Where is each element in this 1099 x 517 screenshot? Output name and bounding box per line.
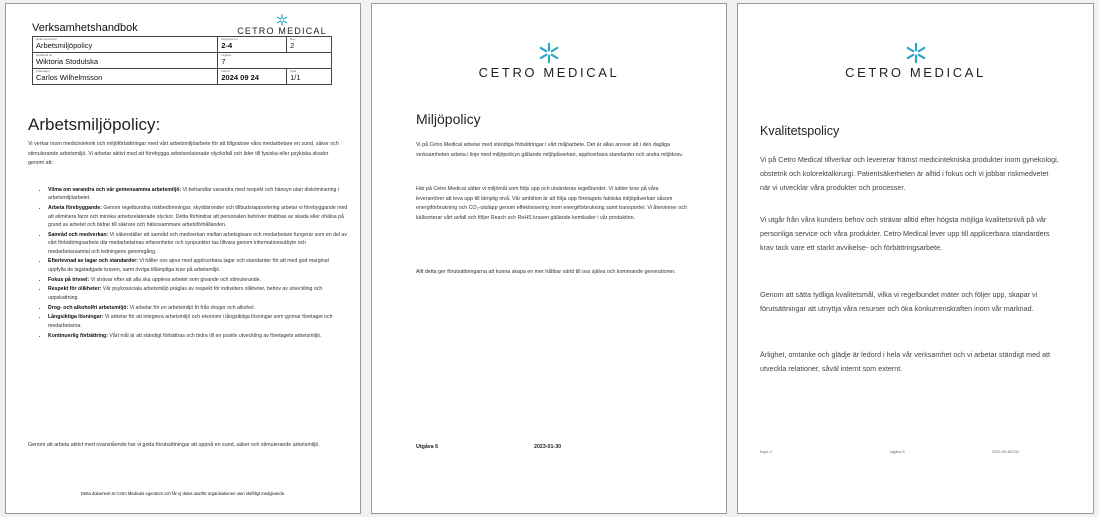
- meta-document-name: Arbetsmiljöpolicy: [36, 41, 93, 50]
- bullet-text: Vi arbetar för att integrera arbetsmiljö och ekonomi i långsiktiga lösningar som gynnar företaget och medarbetarna.: [48, 314, 333, 329]
- bullet-text: Vi arbetar för en arbetsmiljö fri från droger och alkohol.: [128, 304, 255, 311]
- meta-approved-by: Wiktoria Stodulska: [36, 57, 99, 66]
- list-item: [48, 257, 348, 274]
- policy-paragraph: Allt detta ger förutsättningarna att kunna skapa en mer hållbar värld till oss själva och kommande generationer.: [416, 269, 676, 275]
- company-logo: [372, 42, 726, 80]
- document-meta-table: [32, 36, 332, 85]
- policy-paragraph: Här på Cetro Medical sätter vi miljömål som följs upp och utvärderas regelbundet. Vi sätter krav på våra leverantörer att leva upp till lämplig nivå. Vår ambition är att följa upp företagets faktiska miljöpåverkan såsom energiförbrukning och CO₂-utsläpp genom effektivisering inom energiförbrukning samt transporter. Vi återvinner och källsorterar vårt avfall och följer Reach och RoHS kraven gällande kemikalier i vår produktion.: [416, 186, 687, 221]
- footer-edition: Utgåva 6: [416, 444, 439, 450]
- meta-edition: 7: [221, 57, 226, 66]
- policy-paragraph: Genom att sätta tydliga kvalitetsmål, vilka vi regelbundet mäter och följer upp, skapar vi förutsättningar att utnyttja våra resurser och öka konkurrenskraften inom vår marknad.: [760, 290, 1038, 313]
- meta-revision: 2: [290, 41, 295, 50]
- bullet-text: Vi strävar efter att alla ska uppleva arbetet som givande och stimulerande.: [89, 276, 261, 283]
- list-item: [48, 313, 348, 330]
- logo-wordmark: CETRO MEDICAL: [845, 65, 986, 80]
- logo-wordmark: CETRO MEDICAL: [478, 65, 620, 80]
- meta-caption: Dokumentnr: [221, 37, 238, 41]
- company-logo: [738, 42, 1093, 80]
- bullet-text: Vårt mål är att ständigt förbättras och bidra till en positiv utveckling av företagets arbetsmiljö.: [107, 332, 322, 339]
- handbook-title: Verksamhetshandbok: [32, 22, 138, 34]
- policy-outro: Genom att arbeta aktivt med ovanstående har vi goda förutsättningar att uppnå en sund, säker och stimulerande arbetsmiljö.: [28, 442, 320, 448]
- meta-page: 1/1: [290, 73, 301, 82]
- bullet-lead: Vilma om varandra och vår gemensamma arbetsmiljö:: [48, 187, 182, 193]
- page-footer: Detta dokument är Cetro Medicals egendom och får ej delas utanför organisationen utan skriftligt medgivande.: [80, 491, 286, 496]
- bullet-text: Vår psykosociala arbetsmiljö präglas av respekt för individers olikheter, behov av utveckling och uppskattning.: [48, 286, 323, 301]
- bullet-lead: Kontinuerlig förbättring:: [48, 332, 108, 339]
- bullet-lead: Drog- och alkoholfri arbetsmiljö:: [48, 304, 129, 311]
- policy-paragraph: Vi på Cetro Medical arbetar med ständiga förbättringar i vårt miljöarbete. Det är allas ansvar att i den dagliga verksamheten arbeta i linje med miljöpolicyn gällande miljöpåverkan, applicerbara standarder och andra miljökrav.: [416, 142, 683, 158]
- bullet-lead: Respekt för olikheter:: [48, 286, 102, 293]
- policy-paragraph: Vi på Cetro Medical tillverkar och levererar främst medicintekniska produkter inom gynekologi, obstetrik och kolorektalkirurgi. Patientsäkerheten är alltid i fokus och vi jobbar riskmedvetet när vi utvecklar våra produkter och processer.: [760, 155, 1059, 192]
- policy-bullet-list: [38, 186, 348, 341]
- bullet-text: Vi håller oss ajour med applicerbara lagar och standarder för att med god marginal uppfylla de lagstadgade kraven, samt övriga tillämpliga krav på arbetsmiljö.: [48, 258, 329, 273]
- meta-caption: Rev: [290, 37, 296, 41]
- list-item: [48, 276, 348, 284]
- logo-mark-icon: [276, 14, 288, 26]
- list-item: [48, 304, 348, 312]
- policy-paragraph: Ärlighet, omtanke och glädje är ledord i hela vår verksamhet och vi arbetar ständigt med att utveckla relationer, såväl internt som externt.: [760, 350, 1051, 373]
- meta-date: 2024 09 24: [221, 73, 259, 82]
- footer-edition: utgåva 8: [890, 450, 905, 454]
- logo-mark-icon: [538, 42, 560, 64]
- bullet-lead: Efterlevnad av lagar och standarder:: [48, 258, 138, 265]
- bullet-text: Genom regelbundna riskbedömningar, skyddsronder och tillbudsrapportering arbetar vi förebyggande med att eliminera faror och minska arbetsrelaterade olyckor. Detta förhindrar att personalen behöver drabbas av skada eller ohälsa på grund av arbetet och bidrar till säkrare och hälsosammare arbetsförhållanden.: [48, 205, 348, 229]
- meta-caption: Godkänd av: [36, 53, 53, 57]
- list-item: [48, 186, 348, 203]
- list-item: [48, 332, 348, 340]
- page-arbetsmiljopolicy: [5, 3, 361, 514]
- policy-paragraph: Vi utgår från våra kunders behov och strävar alltid efter högsta möjliga kvalitetsnivå på vår personliga service och våra produkter. Cetro Medical lever upp till applicerbara standarders krav tack vare ett starkt avvikelse- och förbättringsarbete.: [760, 215, 1050, 252]
- list-item: [48, 285, 348, 302]
- page-miljopolicy: [371, 3, 727, 514]
- bullet-lead: Arbeta förebyggande:: [48, 205, 102, 212]
- bullet-text: Vi säkerställer att samråd och medverkan mellan arbetsgivare och medarbetare fungerar som en del av vårt förbättringsarbete där medarbetarnas erfarenheter och synpunkter tas tillvara genom informationsutbyte och medarbetarsamtal och ledningens genomgång.: [48, 231, 347, 255]
- list-item: [48, 204, 348, 229]
- meta-document-number: 2-4: [221, 41, 233, 50]
- bullet-lead: Samråd och medverkan:: [48, 231, 109, 238]
- policy-title: Miljöpolicy: [416, 111, 481, 127]
- company-logo: [232, 14, 332, 36]
- meta-caption: Framtaget: [36, 69, 50, 73]
- bullet-lead: Långsiktiga lösningar:: [48, 314, 104, 321]
- list-item: [48, 231, 348, 256]
- meta-author: Carlos Wilhelmsson: [36, 73, 103, 82]
- policy-title: Arbetsmiljöpolicy:: [28, 115, 161, 134]
- page-kvalitetspolicy: [737, 3, 1094, 514]
- meta-caption: Utgåva: [221, 53, 231, 57]
- policy-intro: Vi verkar inom medicinteknik och miljöförbättringar med vårt arbetsmiljöarbete för att tillgodose våra medarbetare en sund, säker och stimulerande arbetsmiljö. Vi arbetar aktivt med att förebygga arbetsrelaterade olycksfall och lider till fysiska eller psykiska skador genom att:: [28, 141, 339, 166]
- bullet-lead: Fokus på trivsel:: [48, 276, 90, 283]
- bullet-text: Vi behandlar varandra med respekt och hänsyn utan diskriminering i arbetsmiljöarbetet.: [48, 187, 340, 202]
- logo-mark-icon: [905, 42, 927, 64]
- footer-date: 2023-09-30/CW: [992, 450, 1019, 454]
- logo-wordmark: CETRO MEDICAL: [237, 26, 327, 36]
- footer-date: 2023-01-30: [534, 444, 562, 450]
- meta-caption: Datum: [221, 69, 231, 73]
- policy-title: Kvalitetspolicy: [760, 124, 840, 138]
- meta-caption: Dokumentnamn: [36, 37, 58, 41]
- meta-caption: Sida: [290, 69, 297, 73]
- footer-chapter: Kap1.2: [760, 450, 773, 454]
